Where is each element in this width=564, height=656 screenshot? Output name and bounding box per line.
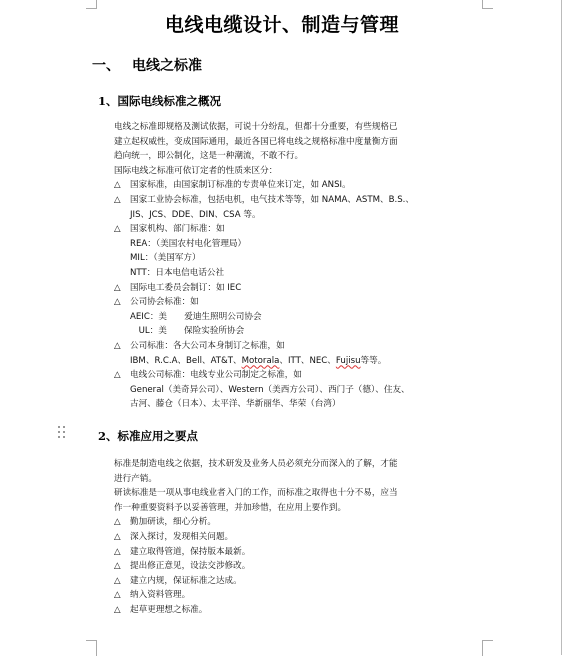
- list-item-continuation: General（美奇异公司）、Western（美西方公司）、西门子（德）、住友、: [130, 384, 410, 395]
- subsection-heading-2: 2、标准应用之要点: [98, 429, 199, 443]
- list-item: △ 起草更理想之标准。: [114, 603, 484, 618]
- list-item-continuation: UL：美 保险实验所协会: [130, 326, 245, 337]
- triangle-bullet-icon: △: [114, 604, 121, 615]
- list-item-continuation: NTT：日本电信电话公社: [130, 267, 225, 278]
- list-item: △ 公司标准：各大公司本身制订之标准，如: [114, 339, 484, 354]
- paragraph-line: 研读标准是一项从事电线业者入门的工作，而标准之取得也十分不易，应当: [114, 488, 398, 499]
- subsection-1-body: [114, 120, 484, 412]
- triangle-bullet-icon: △: [114, 561, 121, 572]
- triangle-bullet-icon: △: [114, 224, 121, 235]
- triangle-bullet-icon: △: [114, 180, 121, 191]
- paragraph-line: 建立起权威性，变成国际通用，最近各国已将电线之规格标准中度量衡方面: [114, 136, 398, 147]
- list-item: △ 国家标准，由国家制订标准的专责单位来订定，如 ANSI。: [114, 178, 484, 193]
- list-item: △ 国家工业协会标准，包括电机，电气技术等等，如 NAMA、ASTM、B.S.、: [114, 193, 484, 208]
- list-item: △ 建立取得管道，保持版本最新。: [114, 545, 484, 560]
- section-heading-1: [92, 55, 202, 75]
- list-item-continuation: REA：（美国农村电化管理局）: [130, 238, 247, 249]
- list-item-continuation: JIS、JCS、DDE、DIN、CSA 等。: [130, 209, 261, 220]
- section-number: 一、: [92, 58, 120, 74]
- paragraph-line: 电线之标准即规格及测试依据，可说十分纷乱，但都十分重要，有些规格已: [114, 122, 398, 132]
- document-title: 电线电缆设计、制造与管理: [164, 14, 399, 36]
- triangle-bullet-icon: △: [114, 297, 121, 308]
- list-item: △ 勤加研读，细心分析。: [114, 515, 484, 530]
- crop-mark-bottom-right: [482, 640, 493, 656]
- triangle-bullet-icon: △: [114, 340, 121, 351]
- list-item: △ 国际电工委员会制订：如 IEC: [114, 281, 484, 296]
- spellcheck-word: Fujisu: [335, 355, 361, 366]
- paragraph-line: 国际电线之标准可依订定者的性质来区分：: [114, 165, 278, 176]
- paragraph-line: 标准是制造电线之依据，技术研发及业务人员必须充分而深入的了解，才能: [114, 459, 398, 469]
- subsection-heading-1: 1、国际电线标准之概况: [98, 94, 222, 108]
- section-title: 电线之标准: [132, 58, 202, 74]
- spellcheck-word: Motorala: [241, 355, 280, 366]
- triangle-bullet-icon: △: [114, 546, 121, 557]
- triangle-bullet-icon: △: [114, 370, 121, 381]
- list-item: △ 国家机构、部门标准：如: [114, 222, 484, 237]
- list-item: △ 深入探讨，发现相关问题。: [114, 530, 484, 545]
- triangle-bullet-icon: △: [114, 282, 121, 293]
- triangle-bullet-icon: △: [114, 575, 121, 586]
- paragraph-line: 趋向统一，即公制化，这是一种潮流，不敢不行。: [114, 151, 304, 162]
- subsection-2-body: [114, 457, 484, 618]
- list-item: △ 提出修正意见，设法交涉修改。: [114, 559, 484, 574]
- crop-mark-bottom-left: [86, 640, 97, 656]
- triangle-bullet-icon: △: [114, 531, 121, 542]
- list-item: △ 纳入资料管理。: [114, 588, 484, 603]
- paragraph-line: 作一种重要资料予以妥善管理，并加珍惜，在应用上要作到。: [114, 502, 347, 513]
- list-item: △ 电线公司标准：电线专业公司制定之标准，如: [114, 368, 484, 383]
- list-item-continuation: MIL：（美国军方）: [130, 253, 201, 264]
- list-item-continuation: AEIC：美 爱迪生照明公司协会: [130, 311, 262, 322]
- company-list-line: IBM、R.C.A、Bell、AT&T、Motorala、ITT、NEC、Fujisu等等。: [130, 355, 387, 366]
- list-item: △ 公司协会标准：如: [114, 295, 484, 310]
- triangle-bullet-icon: △: [114, 590, 121, 601]
- crop-mark-top-left: [86, 0, 97, 9]
- list-item: △ 建立内规，保证标准之达成。: [114, 574, 484, 589]
- page-edge: [561, 0, 562, 655]
- paragraph-line: 进行产销。: [114, 473, 157, 484]
- triangle-bullet-icon: △: [114, 194, 121, 205]
- drag-handle-icon[interactable]: [58, 426, 68, 440]
- list-item-continuation: 古河、藤仓（日本）、太平洋、华新丽华、华荣（台湾）: [130, 399, 341, 410]
- crop-mark-top-right: [482, 0, 493, 9]
- triangle-bullet-icon: △: [114, 517, 121, 528]
